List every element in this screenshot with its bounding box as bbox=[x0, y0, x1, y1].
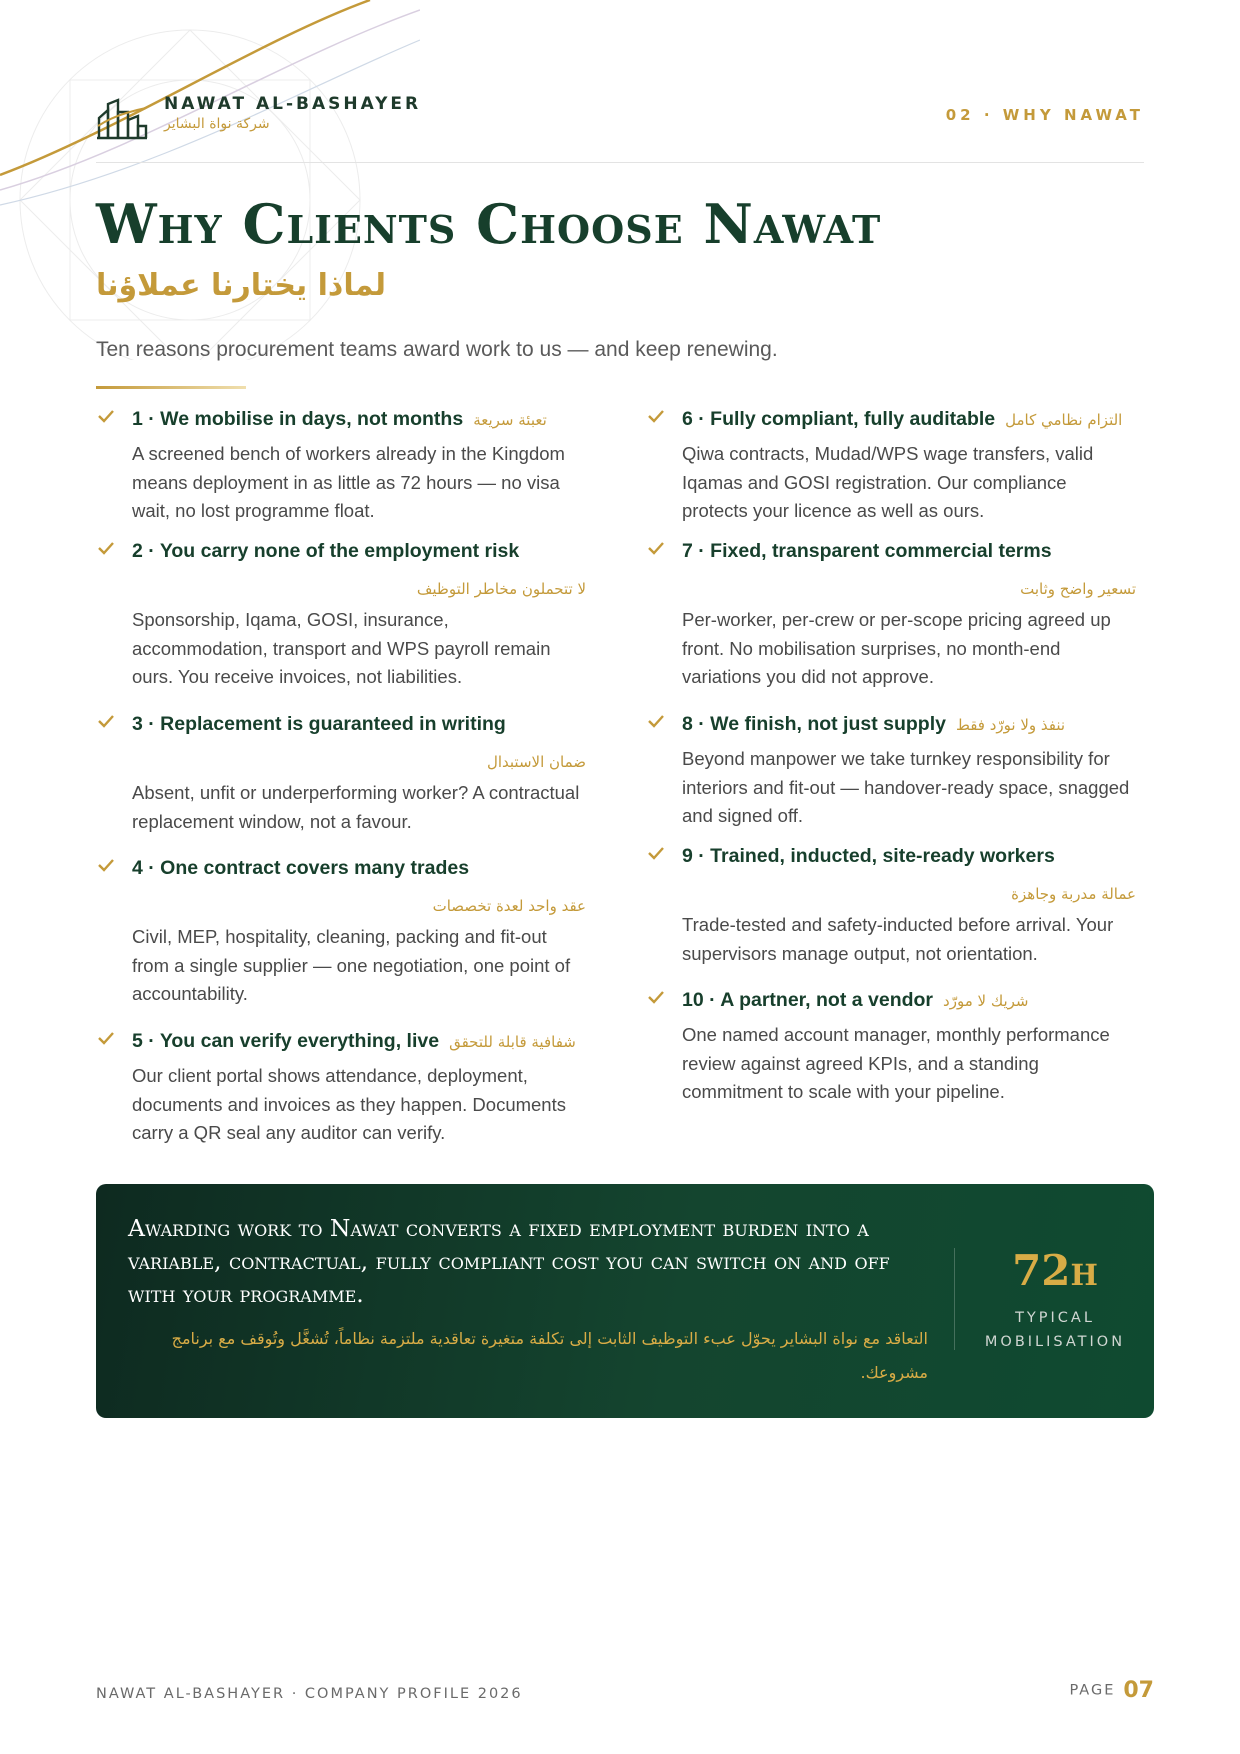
reason-title: 9 · Trained, inducted, site-ready workers bbox=[682, 845, 1055, 867]
reason-body: One named account manager, monthly performance review against agreed KPIs, and a standing commitment to scale with your pipeline. bbox=[682, 1024, 1110, 1102]
reason-body: Sponsorship, Iqama, GOSI, insurance, accommodation, transport and WPS payroll remain ours. You receive invoices, not liabilities. bbox=[132, 609, 551, 687]
reason-title: 7 · Fixed, transparent commercial terms bbox=[682, 540, 1052, 562]
banner-statement-arabic: التعاقد مع نواة البشاير يحوّل عبء التوظيف الثابت إلى تكلفة متغيرة تعاقدية ملتزمة نظاماً، تُشغَّل وتُوقف مع برنامج مشروعك. bbox=[171, 1329, 928, 1382]
reason-title-arabic: لا تتحملون مخاطر التوظيف bbox=[416, 580, 586, 598]
reason-item bbox=[646, 536, 1136, 692]
reason-title: 3 · Replacement is guaranteed in writing bbox=[132, 713, 506, 735]
page-number: 07 bbox=[1123, 1678, 1154, 1703]
stat-label-line-2: MOBILISATION bbox=[984, 1334, 1126, 1350]
stat-label-line-1: TYPICAL bbox=[1015, 1310, 1095, 1326]
check-icon bbox=[96, 711, 116, 731]
reason-item bbox=[646, 709, 1136, 831]
reason-body: Per-worker, per-crew or per-scope pricing agreed up front. No mobilisation surprises, no month-end variations you did not approve. bbox=[682, 609, 1111, 687]
reason-item bbox=[646, 985, 1136, 1107]
reason-body: Civil, MEP, hospitality, cleaning, packing and fit-out from a single supplier — one negotiation, one point of accountability. bbox=[132, 926, 571, 1004]
check-icon bbox=[646, 987, 666, 1007]
reason-title-arabic: عقد واحد لعدة تخصصات bbox=[432, 897, 586, 915]
brand-name: NAWAT AL-BASHAYER bbox=[164, 94, 422, 114]
reason-item bbox=[646, 404, 1136, 526]
check-icon bbox=[646, 711, 666, 731]
reason-body: Beyond manpower we take turnkey responsibility for interiors and fit-out — handover-ready space, snagged and signed off. bbox=[682, 748, 1130, 826]
reason-title: 8 · We finish, not just supply bbox=[682, 713, 946, 735]
banner-statement: Awarding work to Nawat converts a fixed employment burden into a variable, contractual, fully compliant cost you can switch on and off with your programme. bbox=[128, 1214, 890, 1308]
reason-title-arabic: ننفذ ولا نورّد فقط bbox=[955, 716, 1066, 734]
reason-title-arabic: تعبئة سريعة bbox=[473, 411, 547, 429]
reason-title: 2 · You carry none of the employment risk bbox=[132, 540, 520, 562]
reason-item bbox=[96, 853, 586, 1009]
reason-item bbox=[646, 841, 1136, 968]
check-icon bbox=[96, 406, 116, 426]
check-icon bbox=[96, 538, 116, 558]
mobilisation-stat-label bbox=[956, 1306, 1154, 1354]
check-icon bbox=[646, 406, 666, 426]
check-icon bbox=[96, 855, 116, 875]
page-label: PAGE bbox=[1069, 1682, 1116, 1699]
mobilisation-stat-value: 72h bbox=[1012, 1246, 1098, 1295]
reason-title: 10 · A partner, not a vendor bbox=[682, 989, 934, 1011]
check-icon bbox=[646, 843, 666, 863]
reason-item bbox=[96, 404, 586, 526]
reason-body: Trade-tested and safety-inducted before arrival. Your supervisors manage output, not orientation. bbox=[682, 914, 1114, 964]
reason-body: A screened bench of workers already in the Kingdom means deployment in as little as 72 hours — no visa wait, no lost programme float. bbox=[132, 443, 565, 521]
reason-body: Qiwa contracts, Mudad/WPS wage transfers, valid Iqamas and GOSI registration. Our compliance protects your licence as well as ours. bbox=[682, 443, 1094, 521]
reason-title-arabic: تسعير واضح وثابت bbox=[1020, 580, 1136, 598]
page-title-arabic: لماذا يختارنا عملاؤنا bbox=[96, 268, 386, 303]
footer-company: NAWAT AL-BASHAYER · COMPANY PROFILE 2026 bbox=[96, 1686, 523, 1702]
reason-title-arabic: عمالة مدربة وجاهزة bbox=[1011, 885, 1136, 903]
reason-item bbox=[96, 536, 586, 692]
brand-name-arabic: شركة نواة البشاير bbox=[164, 116, 270, 132]
reason-title: 6 · Fully compliant, fully auditable bbox=[682, 408, 996, 430]
reason-title: 5 · You can verify everything, live bbox=[132, 1030, 440, 1052]
section-tag: 02 · WHY NAWAT bbox=[945, 106, 1144, 124]
logo-buildings-icon bbox=[96, 98, 148, 140]
page-header bbox=[96, 92, 1144, 163]
reason-title: 1 · We mobilise in days, not months bbox=[132, 408, 464, 430]
check-icon bbox=[646, 538, 666, 558]
decorative-line-art bbox=[0, 0, 420, 360]
reason-title-arabic: شريك لا مورّد bbox=[943, 992, 1029, 1010]
banner-divider bbox=[954, 1248, 955, 1350]
page-title: Why Clients Choose Nawat bbox=[96, 192, 882, 256]
footer-page bbox=[1069, 1678, 1154, 1703]
check-icon bbox=[96, 1028, 116, 1048]
intro-text: Ten reasons procurement teams award work to us — and keep renewing. bbox=[96, 338, 778, 361]
reason-title-arabic: التزام نظامي كامل bbox=[1005, 411, 1123, 429]
reason-item bbox=[96, 709, 586, 836]
reason-title-arabic: ضمان الاستبدال bbox=[486, 753, 586, 771]
reason-title-arabic: شفافية قابلة للتحقق bbox=[449, 1033, 576, 1051]
reason-body: Absent, unfit or underperforming worker? A contractual replacement window, not a favour. bbox=[132, 782, 580, 832]
summary-banner bbox=[96, 1184, 1154, 1418]
reason-title: 4 · One contract covers many trades bbox=[132, 857, 470, 879]
reason-item bbox=[96, 1026, 586, 1148]
reason-body: Our client portal shows attendance, deployment, documents and invoices as they happen. Documents carry a QR seal any auditor can verify. bbox=[132, 1065, 566, 1143]
gold-accent-rule bbox=[96, 386, 246, 389]
